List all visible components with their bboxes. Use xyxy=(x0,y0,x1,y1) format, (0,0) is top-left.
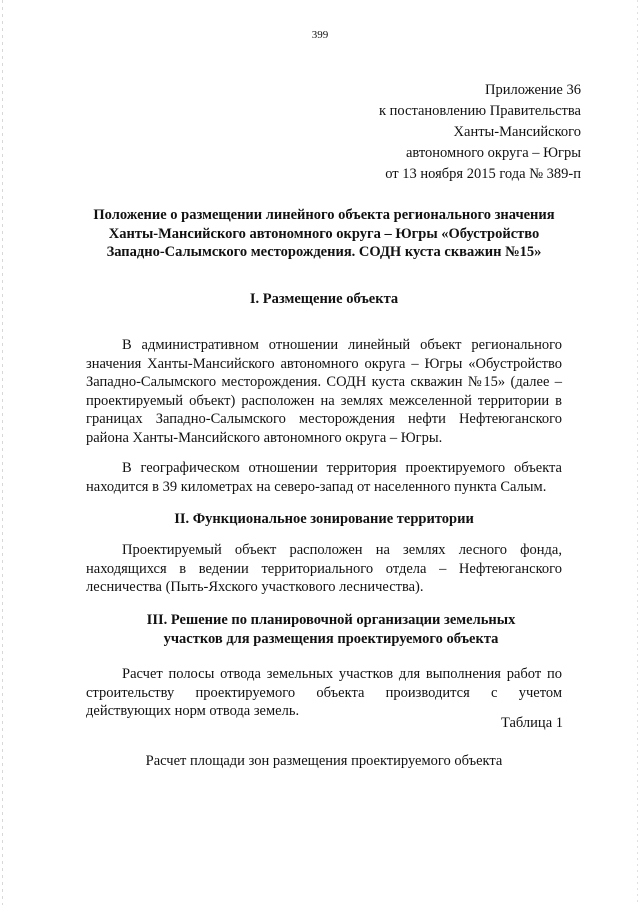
appendix-line: Ханты-Мансийского xyxy=(453,124,581,140)
appendix-block xyxy=(379,80,581,185)
section-heading-1: I. Размещение объекта xyxy=(249,291,399,307)
page-number: 399 xyxy=(311,29,329,41)
section-1-paragraph-1: В административном отношении линейный объект регионального значения Ханты-Мансийского автономного округа – Югры «Обустройство Западно-Салымского месторождения. СОДН куста скважин №15» (далее – проектируемый объект) расположен на землях межселенной территории в границах Западно-Салымского месторождения нефти Нефтеюганского района Ханты-Мансийского автономного округа – Югры. xyxy=(86,337,562,446)
appendix-line: Приложение 36 xyxy=(485,82,581,98)
section-1-paragraph-2: В географическом отношении территория проектируемого объекта находится в 39 километрах на северо-запад от населенного пункта Салым. xyxy=(86,460,562,495)
document-title: Положение о размещении линейного объекта регионального значения Ханты-Мансийского автономного округа – Югры «Обустройство Западно-Салымского месторождения. СОДН куста скважин №15» xyxy=(93,207,555,260)
scan-edge-left xyxy=(2,0,3,905)
section-heading-3: III. Решение по планировочной организации земельных участков для размещения проектируемого объекта xyxy=(146,612,516,647)
section-2-paragraph-1: Проектируемый объект расположен на землях лесного фонда, находящихся в ведении территориального отдела – Нефтеюганского лесничества (Пыть-Яхского участкового лесничества). xyxy=(86,542,562,595)
appendix-line: к постановлению Правительства xyxy=(379,103,581,119)
appendix-line: автономного округа – Югры xyxy=(405,145,581,161)
table-caption: Расчет площади зон размещения проектируемого объекта xyxy=(145,753,503,769)
section-3-paragraph-1: Расчет полосы отвода земельных участков для выполнения работ по строительству проектируемого объекта производится с учетом действующих норм отвода земель. xyxy=(86,666,562,719)
scan-edge-right xyxy=(637,0,638,905)
appendix-line: от 13 ноября 2015 года № 389-п xyxy=(385,166,581,182)
section-heading-2: II. Функциональное зонирование территории xyxy=(174,511,474,527)
table-label: Таблица 1 xyxy=(500,715,563,731)
